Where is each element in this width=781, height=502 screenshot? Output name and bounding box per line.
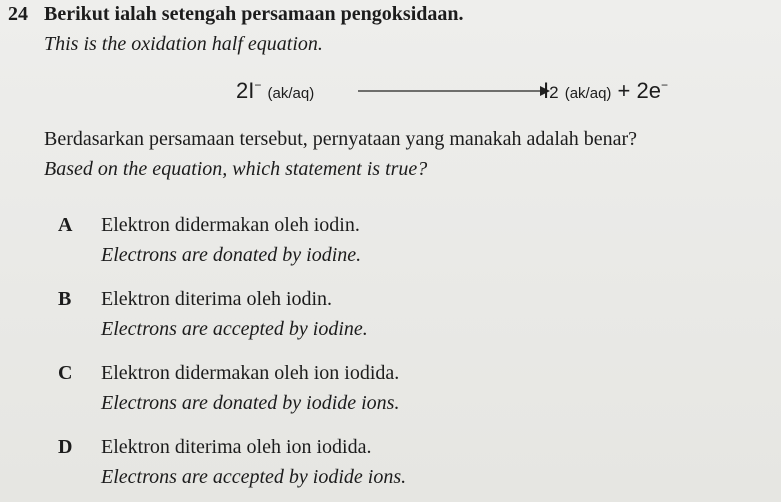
prompt-malay: Berdasarkan persamaan tersebut, pernyataan yang manakah adalah benar?	[44, 128, 638, 150]
stem-malay: Berikut ialah setengah persamaan pengoksidaan.	[44, 3, 464, 25]
electron-term: + 2e	[617, 78, 661, 103]
reactant-formula: 2I	[236, 78, 255, 103]
option-letter: D	[58, 436, 73, 458]
option-text-malay: Elektron diterima oleh iodin.	[101, 288, 333, 310]
prompt-english: Based on the equation, which statement is true?	[44, 158, 428, 180]
equation-products	[543, 78, 668, 104]
option-text-english: Electrons are accepted by iodide ions.	[101, 466, 407, 488]
equation-reactant	[236, 78, 314, 104]
option-letter: C	[58, 362, 73, 384]
option-text-english: Electrons are donated by iodine.	[101, 244, 362, 266]
option-text-malay: Elektron didermakan oleh iodin.	[101, 214, 360, 236]
option-text-malay: Elektron diterima oleh ion iodida.	[101, 436, 372, 458]
question-number: 24	[8, 3, 28, 25]
product-formula: I	[543, 78, 550, 103]
stem-english: This is the oxidation half equation.	[44, 33, 323, 55]
reactant-charge: −	[254, 78, 262, 92]
product-state: (ak/aq)	[564, 85, 612, 102]
reaction-arrow-icon	[358, 83, 550, 99]
half-equation	[0, 78, 781, 112]
option-text-english: Electrons are donated by iodide ions.	[101, 392, 400, 414]
reactant-state: (ak/aq)	[267, 85, 315, 102]
product-subscript: 2	[549, 83, 559, 102]
option-letter: A	[58, 214, 73, 236]
electron-charge: −	[660, 78, 668, 92]
option-text-malay: Elektron didermakan oleh ion iodida.	[101, 362, 400, 384]
option-letter: B	[58, 288, 72, 310]
option-text-english: Electrons are accepted by iodine.	[101, 318, 368, 340]
